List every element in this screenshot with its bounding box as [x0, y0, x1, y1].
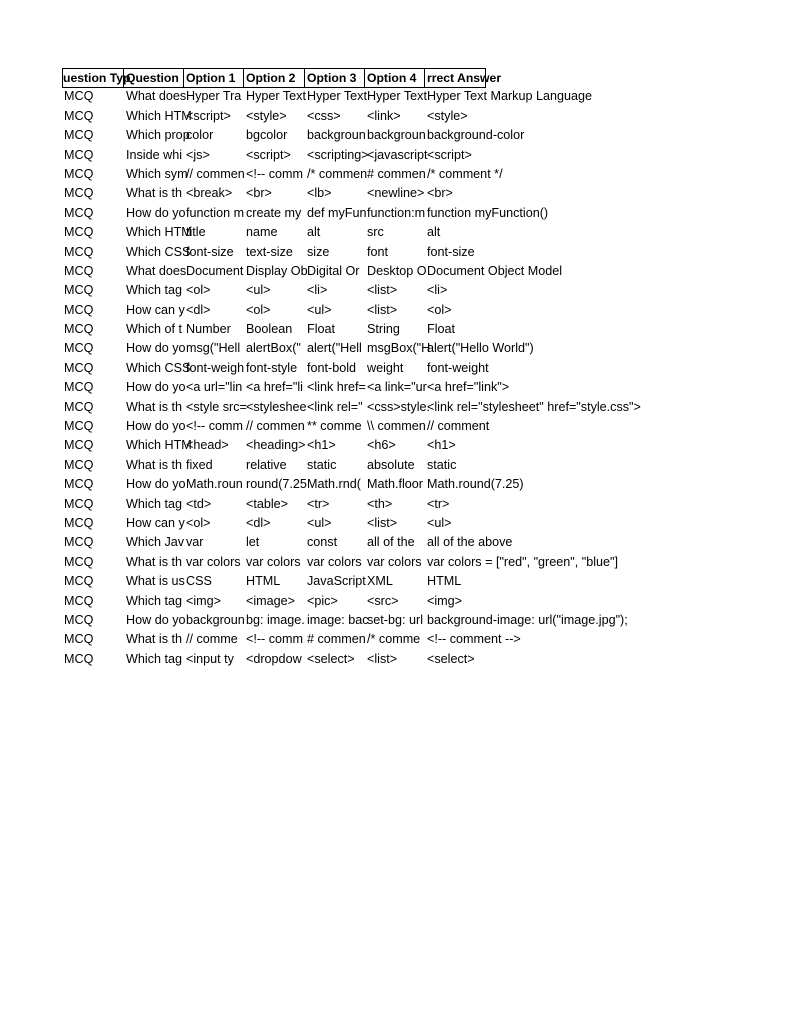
- cell-option-3[interactable]: <lb>: [307, 186, 332, 201]
- cell-option-1[interactable]: <js>: [186, 147, 210, 162]
- cell-correct-answer[interactable]: Hyper Text Markup Language: [427, 89, 592, 104]
- cell-correct-answer[interactable]: Float: [427, 322, 455, 337]
- cell-option-4[interactable]: set-bg: url: [367, 612, 423, 627]
- cell-option-1[interactable]: msg("Hell: [186, 341, 241, 356]
- cell-option-2[interactable]: <table>: [246, 496, 289, 511]
- cell-correct-answer[interactable]: <ul>: [427, 515, 452, 530]
- cell-question-type[interactable]: MCQ: [64, 147, 94, 162]
- cell-question-type[interactable]: MCQ: [64, 496, 94, 511]
- cell-option-3[interactable]: Digital Or: [307, 263, 360, 278]
- cell-correct-answer[interactable]: background-color: [427, 128, 525, 143]
- cell-option-3[interactable]: var colors: [307, 554, 362, 569]
- cell-option-4[interactable]: Hyper Text: [367, 89, 427, 104]
- cell-option-3[interactable]: <pic>: [307, 593, 338, 608]
- cell-question-type[interactable]: MCQ: [64, 515, 94, 530]
- cell-question[interactable]: Which HTM: [126, 108, 192, 123]
- cell-question[interactable]: What is us: [126, 574, 185, 589]
- cell-option-4[interactable]: all of the: [367, 535, 415, 550]
- cell-option-1[interactable]: <!-- comm: [186, 419, 244, 434]
- cell-option-4[interactable]: <list>: [367, 515, 398, 530]
- cell-option-3[interactable]: ** comme: [307, 419, 362, 434]
- cell-option-2[interactable]: <ul>: [246, 283, 271, 298]
- cell-question[interactable]: What does: [126, 89, 187, 104]
- cell-option-1[interactable]: <script>: [186, 108, 231, 123]
- cell-option-3[interactable]: Hyper Text: [307, 89, 367, 104]
- cell-option-1[interactable]: Math.roun: [186, 477, 243, 492]
- cell-question[interactable]: Which tag: [126, 496, 182, 511]
- cell-option-2[interactable]: Hyper Text: [246, 89, 306, 104]
- cell-question-type[interactable]: MCQ: [64, 166, 94, 181]
- cell-question-type[interactable]: MCQ: [64, 186, 94, 201]
- cell-question[interactable]: Which tag: [126, 283, 182, 298]
- header-option-4[interactable]: Option 4: [365, 68, 425, 88]
- cell-option-3[interactable]: <li>: [307, 283, 328, 298]
- cell-question-type[interactable]: MCQ: [64, 283, 94, 298]
- cell-option-4[interactable]: <h6>: [367, 438, 396, 453]
- cell-correct-answer[interactable]: Math.round(7.25): [427, 477, 524, 492]
- cell-question[interactable]: Which tag: [126, 593, 182, 608]
- cell-correct-answer[interactable]: <link rel="stylesheet" href="style.css">: [427, 399, 641, 414]
- header-correct-answer[interactable]: rrect Answer: [425, 68, 486, 88]
- cell-option-1[interactable]: color: [186, 128, 214, 143]
- cell-question[interactable]: Which CSS: [126, 360, 191, 375]
- cell-option-4[interactable]: msgBox("H: [367, 341, 431, 356]
- cell-option-1[interactable]: <head>: [186, 438, 229, 453]
- cell-option-1[interactable]: backgroun: [186, 612, 245, 627]
- cell-option-3[interactable]: size: [307, 244, 330, 259]
- cell-option-2[interactable]: Display Ob: [246, 263, 308, 278]
- cell-question-type[interactable]: MCQ: [64, 380, 94, 395]
- cell-option-1[interactable]: <ol>: [186, 515, 211, 530]
- cell-option-4[interactable]: /* comme: [367, 632, 421, 647]
- cell-option-1[interactable]: CSS: [186, 574, 212, 589]
- cell-option-1[interactable]: fixed: [186, 457, 213, 472]
- cell-option-2[interactable]: font-style: [246, 360, 298, 375]
- cell-correct-answer[interactable]: var colors = ["red", "green", "blue"]: [427, 554, 618, 569]
- cell-question-type[interactable]: MCQ: [64, 341, 94, 356]
- cell-question[interactable]: How do yo: [126, 380, 186, 395]
- cell-question[interactable]: Which sym: [126, 166, 188, 181]
- cell-option-1[interactable]: <ol>: [186, 283, 211, 298]
- cell-correct-answer[interactable]: <!-- comment -->: [427, 632, 521, 647]
- cell-option-4[interactable]: var colors: [367, 554, 422, 569]
- cell-question[interactable]: How can y: [126, 515, 185, 530]
- cell-option-4[interactable]: Math.floor: [367, 477, 423, 492]
- cell-option-2[interactable]: name: [246, 225, 278, 240]
- header-question[interactable]: Question: [124, 68, 184, 88]
- cell-question[interactable]: What is th: [126, 457, 182, 472]
- cell-option-2[interactable]: let: [246, 535, 260, 550]
- cell-question-type[interactable]: MCQ: [64, 360, 94, 375]
- cell-option-4[interactable]: <list>: [367, 651, 398, 666]
- cell-question-type[interactable]: MCQ: [64, 535, 94, 550]
- cell-option-1[interactable]: title: [186, 225, 206, 240]
- cell-question-type[interactable]: MCQ: [64, 554, 94, 569]
- cell-question[interactable]: Which HTM: [126, 438, 192, 453]
- cell-question[interactable]: Which HTM: [126, 225, 192, 240]
- cell-question[interactable]: What is th: [126, 399, 182, 414]
- cell-option-4[interactable]: <javascript: [367, 147, 428, 162]
- cell-option-4[interactable]: backgroun: [367, 128, 426, 143]
- cell-option-4[interactable]: <link>: [367, 108, 401, 123]
- cell-correct-answer[interactable]: font-weight: [427, 360, 489, 375]
- cell-correct-answer[interactable]: /* comment */: [427, 166, 503, 181]
- cell-option-3[interactable]: static: [307, 457, 337, 472]
- cell-option-4[interactable]: # commen: [367, 166, 426, 181]
- cell-correct-answer[interactable]: static: [427, 457, 457, 472]
- cell-option-2[interactable]: // commen: [246, 419, 305, 434]
- cell-option-3[interactable]: <css>: [307, 108, 341, 123]
- cell-option-2[interactable]: bgcolor: [246, 128, 288, 143]
- cell-question[interactable]: How do yo: [126, 419, 186, 434]
- cell-option-4[interactable]: absolute: [367, 457, 415, 472]
- cell-option-3[interactable]: const: [307, 535, 338, 550]
- cell-option-1[interactable]: <input ty: [186, 651, 234, 666]
- cell-option-3[interactable]: Math.rnd(: [307, 477, 361, 492]
- cell-question[interactable]: How do yo: [126, 612, 186, 627]
- cell-option-3[interactable]: <link rel=": [307, 399, 363, 414]
- cell-question-type[interactable]: MCQ: [64, 438, 94, 453]
- cell-option-1[interactable]: function m: [186, 205, 245, 220]
- cell-option-2[interactable]: HTML: [246, 574, 281, 589]
- cell-option-2[interactable]: <ol>: [246, 302, 271, 317]
- cell-question[interactable]: How can y: [126, 302, 185, 317]
- cell-question-type[interactable]: MCQ: [64, 108, 94, 123]
- cell-question-type[interactable]: MCQ: [64, 89, 94, 104]
- cell-option-3[interactable]: <ul>: [307, 302, 332, 317]
- cell-correct-answer[interactable]: <ol>: [427, 302, 452, 317]
- cell-correct-answer[interactable]: // comment: [427, 419, 490, 434]
- cell-option-4[interactable]: <css>style.: [367, 399, 430, 414]
- cell-option-4[interactable]: <th>: [367, 496, 393, 511]
- cell-option-3[interactable]: alt: [307, 225, 321, 240]
- cell-correct-answer[interactable]: <li>: [427, 283, 448, 298]
- cell-correct-answer[interactable]: <br>: [427, 186, 453, 201]
- cell-option-2[interactable]: <image>: [246, 593, 296, 608]
- cell-option-2[interactable]: <script>: [246, 147, 291, 162]
- cell-option-1[interactable]: font-weigh: [186, 360, 245, 375]
- cell-option-1[interactable]: // comme: [186, 632, 238, 647]
- cell-question-type[interactable]: MCQ: [64, 612, 94, 627]
- cell-question-type[interactable]: MCQ: [64, 632, 94, 647]
- cell-option-3[interactable]: <link href=: [307, 380, 366, 395]
- cell-correct-answer[interactable]: <tr>: [427, 496, 450, 511]
- cell-option-3[interactable]: <h1>: [307, 438, 336, 453]
- cell-question[interactable]: What is th: [126, 554, 182, 569]
- cell-option-2[interactable]: <dl>: [246, 515, 271, 530]
- cell-option-3[interactable]: # commen: [307, 632, 366, 647]
- cell-question[interactable]: Which tag: [126, 651, 182, 666]
- cell-option-1[interactable]: Document: [186, 263, 244, 278]
- cell-question-type[interactable]: MCQ: [64, 399, 94, 414]
- cell-correct-answer[interactable]: Document Object Model: [427, 263, 563, 278]
- cell-option-2[interactable]: <!-- comm: [246, 166, 304, 181]
- header-question-type[interactable]: uestion Typ: [62, 68, 124, 88]
- cell-correct-answer[interactable]: HTML: [427, 574, 462, 589]
- cell-option-2[interactable]: <a href="li: [246, 380, 303, 395]
- cell-option-3[interactable]: <tr>: [307, 496, 330, 511]
- cell-question[interactable]: Which prop: [126, 128, 190, 143]
- cell-option-3[interactable]: image: bac: [307, 612, 369, 627]
- cell-option-2[interactable]: Boolean: [246, 322, 293, 337]
- cell-option-3[interactable]: <scripting>: [307, 147, 369, 162]
- cell-option-1[interactable]: <a url="lin: [186, 380, 243, 395]
- cell-option-4[interactable]: XML: [367, 574, 393, 589]
- cell-option-4[interactable]: font: [367, 244, 389, 259]
- cell-option-4[interactable]: <src>: [367, 593, 399, 608]
- cell-option-1[interactable]: <break>: [186, 186, 233, 201]
- cell-correct-answer[interactable]: alert("Hello World"): [427, 341, 534, 356]
- cell-option-4[interactable]: weight: [367, 360, 404, 375]
- cell-option-3[interactable]: font-bold: [307, 360, 357, 375]
- cell-option-3[interactable]: JavaScript: [307, 574, 366, 589]
- cell-correct-answer[interactable]: <h1>: [427, 438, 456, 453]
- cell-option-1[interactable]: <dl>: [186, 302, 211, 317]
- cell-option-1[interactable]: <style src=: [186, 399, 247, 414]
- cell-option-1[interactable]: Number: [186, 322, 231, 337]
- cell-option-4[interactable]: <a link="ur: [367, 380, 427, 395]
- cell-option-2[interactable]: <dropdow: [246, 651, 302, 666]
- cell-option-2[interactable]: text-size: [246, 244, 293, 259]
- cell-option-2[interactable]: <br>: [246, 186, 272, 201]
- cell-question[interactable]: How do yo: [126, 205, 186, 220]
- cell-correct-answer[interactable]: <style>: [427, 108, 468, 123]
- cell-question[interactable]: How do yo: [126, 477, 186, 492]
- cell-correct-answer[interactable]: <img>: [427, 593, 463, 608]
- cell-option-2[interactable]: bg: image.: [246, 612, 305, 627]
- cell-question-type[interactable]: MCQ: [64, 574, 94, 589]
- cell-option-3[interactable]: Float: [307, 322, 335, 337]
- cell-question-type[interactable]: MCQ: [64, 322, 94, 337]
- cell-option-3[interactable]: <ul>: [307, 515, 332, 530]
- header-option-3[interactable]: Option 3: [305, 68, 365, 88]
- cell-option-4[interactable]: \\ commen: [367, 419, 426, 434]
- cell-option-2[interactable]: relative: [246, 457, 287, 472]
- cell-option-1[interactable]: font-size: [186, 244, 234, 259]
- cell-question-type[interactable]: MCQ: [64, 419, 94, 434]
- cell-question-type[interactable]: MCQ: [64, 128, 94, 143]
- cell-option-2[interactable]: <styleshee: [246, 399, 307, 414]
- cell-question-type[interactable]: MCQ: [64, 651, 94, 666]
- cell-option-3[interactable]: /* commen: [307, 166, 368, 181]
- cell-question[interactable]: What is th: [126, 186, 182, 201]
- cell-question[interactable]: Inside whi: [126, 147, 183, 162]
- cell-option-4[interactable]: Desktop O: [367, 263, 427, 278]
- cell-option-4[interactable]: <list>: [367, 283, 398, 298]
- cell-question-type[interactable]: MCQ: [64, 302, 94, 317]
- cell-question-type[interactable]: MCQ: [64, 593, 94, 608]
- cell-question-type[interactable]: MCQ: [64, 263, 94, 278]
- cell-option-1[interactable]: var colors: [186, 554, 241, 569]
- cell-option-2[interactable]: var colors: [246, 554, 301, 569]
- cell-correct-answer[interactable]: <a href="link">: [427, 380, 510, 395]
- cell-option-3[interactable]: backgroun: [307, 128, 366, 143]
- header-option-1[interactable]: Option 1: [184, 68, 244, 88]
- cell-correct-answer[interactable]: function myFunction(): [427, 205, 549, 220]
- cell-option-4[interactable]: String: [367, 322, 400, 337]
- cell-correct-answer[interactable]: background-image: url("image.jpg");: [427, 612, 628, 627]
- cell-correct-answer[interactable]: all of the above: [427, 535, 513, 550]
- cell-option-2[interactable]: create my: [246, 205, 302, 220]
- cell-correct-answer[interactable]: font-size: [427, 244, 475, 259]
- cell-option-1[interactable]: // commen: [186, 166, 245, 181]
- cell-option-1[interactable]: var: [186, 535, 204, 550]
- cell-option-4[interactable]: <newline>: [367, 186, 425, 201]
- cell-option-3[interactable]: alert("Hell: [307, 341, 362, 356]
- cell-option-3[interactable]: <select>: [307, 651, 355, 666]
- cell-question[interactable]: What does: [126, 263, 187, 278]
- cell-option-2[interactable]: <!-- comm: [246, 632, 304, 647]
- cell-option-2[interactable]: round(7.25: [246, 477, 307, 492]
- header-option-2[interactable]: Option 2: [244, 68, 305, 88]
- cell-question[interactable]: Which CSS: [126, 244, 191, 259]
- cell-question-type[interactable]: MCQ: [64, 244, 94, 259]
- cell-option-1[interactable]: <img>: [186, 593, 222, 608]
- cell-question-type[interactable]: MCQ: [64, 205, 94, 220]
- cell-question[interactable]: What is th: [126, 632, 182, 647]
- cell-option-2[interactable]: alertBox(": [246, 341, 301, 356]
- cell-option-2[interactable]: <style>: [246, 108, 287, 123]
- cell-question[interactable]: How do yo: [126, 341, 186, 356]
- cell-correct-answer[interactable]: alt: [427, 225, 441, 240]
- cell-option-3[interactable]: def myFun: [307, 205, 367, 220]
- cell-option-1[interactable]: Hyper Tra: [186, 89, 242, 104]
- cell-correct-answer[interactable]: <select>: [427, 651, 475, 666]
- cell-correct-answer[interactable]: <script>: [427, 147, 472, 162]
- cell-question[interactable]: Which Jav: [126, 535, 185, 550]
- cell-option-4[interactable]: function:m: [367, 205, 426, 220]
- cell-option-4[interactable]: src: [367, 225, 384, 240]
- cell-question-type[interactable]: MCQ: [64, 477, 94, 492]
- cell-question[interactable]: Which of t: [126, 322, 182, 337]
- cell-question-type[interactable]: MCQ: [64, 225, 94, 240]
- cell-option-2[interactable]: <heading>: [246, 438, 306, 453]
- cell-question-type[interactable]: MCQ: [64, 457, 94, 472]
- cell-option-4[interactable]: <list>: [367, 302, 398, 317]
- cell-option-1[interactable]: <td>: [186, 496, 212, 511]
